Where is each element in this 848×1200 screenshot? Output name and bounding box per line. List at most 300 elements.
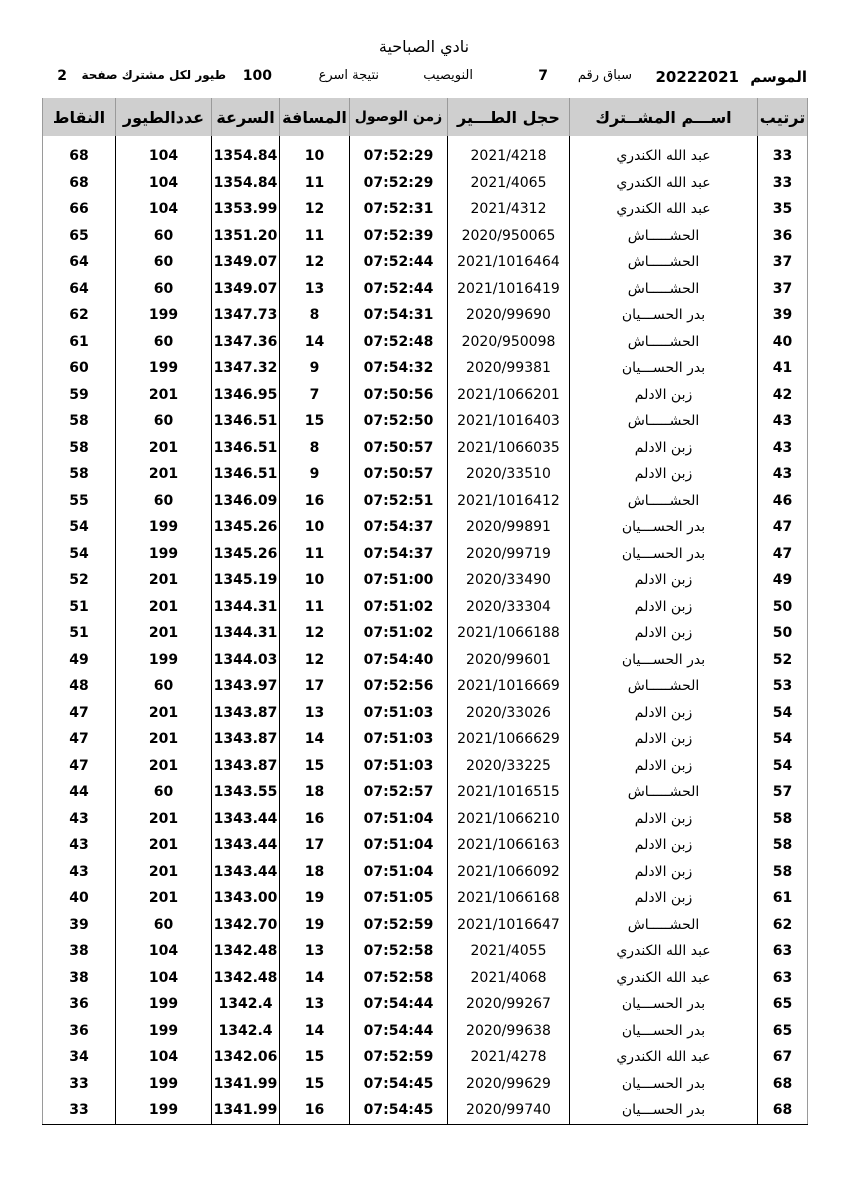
points-cell: 68 bbox=[69, 174, 89, 191]
speed-cell: 1342.4 bbox=[212, 991, 280, 1018]
speed-cell: 1347.36 bbox=[212, 329, 280, 356]
ring-cell: 2021/1066168 bbox=[448, 885, 570, 912]
table-row bbox=[43, 355, 808, 382]
points-cell: 51 bbox=[69, 625, 89, 642]
speed-cell: 1343.44 bbox=[212, 859, 280, 886]
col-points: النقاط bbox=[43, 98, 116, 136]
ring-cell: 2020/99381 bbox=[448, 355, 570, 382]
points-cell: 43 bbox=[69, 810, 89, 827]
speed-cell: 1342.48 bbox=[212, 965, 280, 992]
ring-cell: 2021/4068 bbox=[448, 965, 570, 992]
points-cell: 43 bbox=[69, 863, 89, 880]
ring-cell: 2020/99891 bbox=[448, 514, 570, 541]
ring-cell: 2021/1016464 bbox=[448, 249, 570, 276]
table-row bbox=[43, 541, 808, 568]
count-cell: 201 bbox=[116, 382, 212, 409]
distance-cell: 12 bbox=[280, 647, 350, 674]
distance-cell: 10 bbox=[280, 567, 350, 594]
time-cell: 07:52:51 bbox=[350, 488, 448, 515]
time-cell: 07:52:58 bbox=[350, 965, 448, 992]
table-row bbox=[43, 726, 808, 753]
rank-cell: 35 bbox=[758, 196, 808, 223]
name-cell: بدر الحســـيان bbox=[570, 355, 758, 382]
ring-cell: 2020/99638 bbox=[448, 1018, 570, 1045]
rank-cell: 65 bbox=[758, 991, 808, 1018]
ring-cell: 2021/4218 bbox=[448, 143, 570, 170]
speed-cell: 1349.07 bbox=[212, 276, 280, 303]
distance-cell: 11 bbox=[280, 170, 350, 197]
col-speed: السرعة bbox=[212, 98, 280, 136]
speed-cell: 1345.19 bbox=[212, 567, 280, 594]
count-cell: 199 bbox=[116, 647, 212, 674]
speed-cell: 1343.00 bbox=[212, 885, 280, 912]
distance-cell: 11 bbox=[280, 594, 350, 621]
points-cell: 36 bbox=[69, 1022, 89, 1039]
ring-cell: 2021/1016669 bbox=[448, 673, 570, 700]
rank-cell: 63 bbox=[758, 965, 808, 992]
name-cell: بدر الحســـيان bbox=[570, 991, 758, 1018]
ring-cell: 2021/1016412 bbox=[448, 488, 570, 515]
time-cell: 07:52:31 bbox=[350, 196, 448, 223]
rank-cell: 47 bbox=[758, 541, 808, 568]
club-title: نادي الصباحية bbox=[378, 37, 470, 56]
distance-cell: 16 bbox=[280, 1097, 350, 1124]
table-row bbox=[43, 302, 808, 329]
time-cell: 07:50:56 bbox=[350, 382, 448, 409]
speed-cell: 1342.48 bbox=[212, 938, 280, 965]
table-row bbox=[43, 567, 808, 594]
rank-cell: 42 bbox=[758, 382, 808, 409]
count-cell: 201 bbox=[116, 567, 212, 594]
distance-cell: 7 bbox=[280, 382, 350, 409]
rank-cell: 68 bbox=[758, 1071, 808, 1098]
distance-cell: 14 bbox=[280, 1018, 350, 1045]
distance-cell: 12 bbox=[280, 620, 350, 647]
name-cell: عبد الله الكندري bbox=[570, 170, 758, 197]
ring-cell: 2021/1066629 bbox=[448, 726, 570, 753]
ring-cell: 2020/99719 bbox=[448, 541, 570, 568]
distance-cell: 8 bbox=[280, 302, 350, 329]
points-cell: 55 bbox=[69, 492, 89, 509]
time-cell: 07:52:50 bbox=[350, 408, 448, 435]
points-cell: 49 bbox=[69, 651, 89, 668]
name-cell: الحشـــــاش bbox=[570, 329, 758, 356]
time-cell: 07:51:04 bbox=[350, 806, 448, 833]
count-cell: 199 bbox=[116, 1071, 212, 1098]
name-cell: بدر الحســـيان bbox=[570, 1071, 758, 1098]
table-row bbox=[43, 276, 808, 303]
name-cell: زبن الادلم bbox=[570, 382, 758, 409]
distance-cell: 19 bbox=[280, 912, 350, 939]
col-name: اســـم المشــترك bbox=[570, 98, 758, 136]
time-cell: 07:54:37 bbox=[350, 514, 448, 541]
time-cell: 07:51:04 bbox=[350, 859, 448, 886]
count-cell: 201 bbox=[116, 726, 212, 753]
time-cell: 07:52:39 bbox=[350, 223, 448, 250]
name-cell: زبن الادلم bbox=[570, 700, 758, 727]
points-cell: 66 bbox=[69, 201, 89, 218]
rank-cell: 40 bbox=[758, 329, 808, 356]
speed-cell: 1346.09 bbox=[212, 488, 280, 515]
name-cell: زبن الادلم bbox=[570, 435, 758, 462]
count-cell: 201 bbox=[116, 753, 212, 780]
rank-cell: 37 bbox=[758, 249, 808, 276]
speed-cell: 1343.55 bbox=[212, 779, 280, 806]
rank-cell: 54 bbox=[758, 726, 808, 753]
count-cell: 104 bbox=[116, 196, 212, 223]
points-cell: 54 bbox=[69, 519, 89, 536]
table-row bbox=[43, 700, 808, 727]
count-cell: 60 bbox=[116, 249, 212, 276]
name-cell: بدر الحســـيان bbox=[570, 1097, 758, 1124]
time-cell: 07:52:44 bbox=[350, 249, 448, 276]
distance-cell: 18 bbox=[280, 859, 350, 886]
points-cell: 52 bbox=[69, 572, 89, 589]
table-row bbox=[43, 912, 808, 939]
time-cell: 07:51:05 bbox=[350, 885, 448, 912]
count-cell: 60 bbox=[116, 488, 212, 515]
distance-cell: 12 bbox=[280, 196, 350, 223]
name-cell: زبن الادلم bbox=[570, 594, 758, 621]
speed-cell: 1343.87 bbox=[212, 753, 280, 780]
ring-cell: 2020/33026 bbox=[448, 700, 570, 727]
rank-cell: 54 bbox=[758, 753, 808, 780]
name-cell: عبد الله الكندري bbox=[570, 196, 758, 223]
distance-cell: 15 bbox=[280, 753, 350, 780]
results-body bbox=[43, 136, 808, 1124]
distance-cell: 16 bbox=[280, 806, 350, 833]
distance-cell: 11 bbox=[280, 541, 350, 568]
speed-cell: 1342.06 bbox=[212, 1044, 280, 1071]
points-cell: 44 bbox=[69, 784, 89, 801]
rank-cell: 49 bbox=[758, 567, 808, 594]
points-cell: 59 bbox=[69, 386, 89, 403]
name-cell: بدر الحســـيان bbox=[570, 541, 758, 568]
points-cell: 47 bbox=[69, 757, 89, 774]
table-row bbox=[43, 832, 808, 859]
table-row bbox=[43, 461, 808, 488]
points-cell: 38 bbox=[69, 969, 89, 986]
ring-cell: 2020/99601 bbox=[448, 647, 570, 674]
points-cell: 61 bbox=[69, 333, 89, 350]
rank-cell: 62 bbox=[758, 912, 808, 939]
speed-cell: 1343.87 bbox=[212, 700, 280, 727]
ring-cell: 2021/1066210 bbox=[448, 806, 570, 833]
points-cell: 64 bbox=[69, 280, 89, 297]
time-cell: 07:52:59 bbox=[350, 1044, 448, 1071]
count-cell: 201 bbox=[116, 806, 212, 833]
rank-cell: 43 bbox=[758, 435, 808, 462]
count-cell: 199 bbox=[116, 991, 212, 1018]
points-cell: 60 bbox=[69, 360, 89, 377]
ring-cell: 2020/33490 bbox=[448, 567, 570, 594]
rank-cell: 65 bbox=[758, 1018, 808, 1045]
ring-cell: 2021/4278 bbox=[448, 1044, 570, 1071]
count-cell: 60 bbox=[116, 779, 212, 806]
col-time: زمن الوصول bbox=[350, 98, 448, 136]
col-count: عددالطيور bbox=[116, 98, 212, 136]
count-cell: 201 bbox=[116, 461, 212, 488]
distance-cell: 14 bbox=[280, 965, 350, 992]
rank-cell: 50 bbox=[758, 594, 808, 621]
ring-cell: 2020/33304 bbox=[448, 594, 570, 621]
table-row bbox=[43, 594, 808, 621]
col-distance: المسافة bbox=[280, 98, 350, 136]
points-cell: 43 bbox=[69, 837, 89, 854]
time-cell: 07:52:59 bbox=[350, 912, 448, 939]
ring-cell: 2021/4055 bbox=[448, 938, 570, 965]
count-cell: 199 bbox=[116, 355, 212, 382]
time-cell: 07:50:57 bbox=[350, 461, 448, 488]
table-row bbox=[43, 514, 808, 541]
count-cell: 60 bbox=[116, 276, 212, 303]
speed-cell: 1345.26 bbox=[212, 514, 280, 541]
count-cell: 199 bbox=[116, 302, 212, 329]
speed-cell: 1351.20 bbox=[212, 223, 280, 250]
speed-cell: 1341.99 bbox=[212, 1097, 280, 1124]
distance-cell: 15 bbox=[280, 1044, 350, 1071]
count-cell: 199 bbox=[116, 1018, 212, 1045]
ring-cell: 2020/950065 bbox=[448, 223, 570, 250]
ring-cell: 2021/1066163 bbox=[448, 832, 570, 859]
ring-cell: 2021/4312 bbox=[448, 196, 570, 223]
distance-cell: 13 bbox=[280, 700, 350, 727]
rank-cell: 33 bbox=[758, 143, 808, 170]
speed-cell: 1343.44 bbox=[212, 832, 280, 859]
count-cell: 104 bbox=[116, 938, 212, 965]
table-row bbox=[43, 435, 808, 462]
distance-cell: 9 bbox=[280, 355, 350, 382]
ring-cell: 2021/1066092 bbox=[448, 859, 570, 886]
name-cell: بدر الحســـيان bbox=[570, 647, 758, 674]
name-cell: الحشـــــاش bbox=[570, 223, 758, 250]
count-cell: 199 bbox=[116, 514, 212, 541]
time-cell: 07:52:58 bbox=[350, 938, 448, 965]
rank-cell: 47 bbox=[758, 514, 808, 541]
table-row bbox=[43, 1097, 808, 1124]
speed-cell: 1346.95 bbox=[212, 382, 280, 409]
count-cell: 199 bbox=[116, 1097, 212, 1124]
rank-cell: 57 bbox=[758, 779, 808, 806]
count-cell: 201 bbox=[116, 435, 212, 462]
ring-cell: 2021/1016515 bbox=[448, 779, 570, 806]
table-row bbox=[43, 991, 808, 1018]
distance-cell: 10 bbox=[280, 514, 350, 541]
time-cell: 07:54:40 bbox=[350, 647, 448, 674]
time-cell: 07:51:02 bbox=[350, 594, 448, 621]
time-cell: 07:51:00 bbox=[350, 567, 448, 594]
points-cell: 54 bbox=[69, 545, 89, 562]
race-label: سباق رقم bbox=[577, 68, 632, 83]
time-cell: 07:50:57 bbox=[350, 435, 448, 462]
distance-cell: 13 bbox=[280, 938, 350, 965]
distance-cell: 11 bbox=[280, 223, 350, 250]
name-cell: زبن الادلم bbox=[570, 885, 758, 912]
name-cell: زبن الادلم bbox=[570, 620, 758, 647]
speed-cell: 1344.31 bbox=[212, 620, 280, 647]
name-cell: زبن الادلم bbox=[570, 726, 758, 753]
race-location: النويصيب bbox=[423, 68, 473, 83]
speed-cell: 1342.4 bbox=[212, 1018, 280, 1045]
count-cell: 201 bbox=[116, 859, 212, 886]
rank-cell: 54 bbox=[758, 700, 808, 727]
table-row bbox=[43, 329, 808, 356]
points-cell: 65 bbox=[69, 227, 89, 244]
page-number: 2 bbox=[57, 68, 67, 84]
points-cell: 58 bbox=[69, 439, 89, 456]
speed-cell: 1346.51 bbox=[212, 435, 280, 462]
rank-cell: 58 bbox=[758, 806, 808, 833]
points-cell: 39 bbox=[69, 916, 89, 933]
rank-cell: 58 bbox=[758, 859, 808, 886]
name-cell: بدر الحســـيان bbox=[570, 1018, 758, 1045]
count-cell: 201 bbox=[116, 832, 212, 859]
speed-cell: 1347.73 bbox=[212, 302, 280, 329]
rank-cell: 41 bbox=[758, 355, 808, 382]
count-cell: 104 bbox=[116, 965, 212, 992]
rank-cell: 53 bbox=[758, 673, 808, 700]
ring-cell: 2020/99267 bbox=[448, 991, 570, 1018]
table-row bbox=[43, 938, 808, 965]
rank-cell: 36 bbox=[758, 223, 808, 250]
count-cell: 60 bbox=[116, 223, 212, 250]
count-cell: 201 bbox=[116, 700, 212, 727]
rank-cell: 39 bbox=[758, 302, 808, 329]
points-cell: 36 bbox=[69, 996, 89, 1013]
speed-cell: 1344.03 bbox=[212, 647, 280, 674]
ring-cell: 2021/1016419 bbox=[448, 276, 570, 303]
rank-cell: 68 bbox=[758, 1097, 808, 1124]
time-cell: 07:54:45 bbox=[350, 1071, 448, 1098]
name-cell: الحشـــــاش bbox=[570, 673, 758, 700]
time-cell: 07:52:56 bbox=[350, 673, 448, 700]
name-cell: زبن الادلم bbox=[570, 567, 758, 594]
count-cell: 60 bbox=[116, 408, 212, 435]
points-cell: 48 bbox=[69, 678, 89, 695]
table-row bbox=[43, 1071, 808, 1098]
ring-cell: 2020/33510 bbox=[448, 461, 570, 488]
name-cell: زبن الادلم bbox=[570, 806, 758, 833]
ring-cell: 2021/1066035 bbox=[448, 435, 570, 462]
table-row bbox=[43, 753, 808, 780]
table-row bbox=[43, 196, 808, 223]
time-cell: 07:51:02 bbox=[350, 620, 448, 647]
distance-cell: 13 bbox=[280, 991, 350, 1018]
time-cell: 07:54:31 bbox=[350, 302, 448, 329]
col-rank: ترتيب bbox=[758, 98, 808, 136]
distance-cell: 13 bbox=[280, 276, 350, 303]
table-row bbox=[43, 859, 808, 886]
ring-cell: 2020/99690 bbox=[448, 302, 570, 329]
distance-cell: 8 bbox=[280, 435, 350, 462]
distance-cell: 18 bbox=[280, 779, 350, 806]
time-cell: 07:51:03 bbox=[350, 753, 448, 780]
results-table bbox=[42, 98, 808, 1125]
time-cell: 07:52:44 bbox=[350, 276, 448, 303]
distance-cell: 14 bbox=[280, 329, 350, 356]
name-cell: الحشـــــاش bbox=[570, 276, 758, 303]
count-cell: 201 bbox=[116, 620, 212, 647]
rank-cell: 61 bbox=[758, 885, 808, 912]
time-cell: 07:52:29 bbox=[350, 170, 448, 197]
speed-cell: 1342.70 bbox=[212, 912, 280, 939]
table-row bbox=[43, 170, 808, 197]
name-cell: عبد الله الكندري bbox=[570, 938, 758, 965]
name-cell: زبن الادلم bbox=[570, 461, 758, 488]
distance-cell: 14 bbox=[280, 726, 350, 753]
table-row bbox=[43, 620, 808, 647]
points-cell: 40 bbox=[69, 890, 89, 907]
points-cell: 58 bbox=[69, 413, 89, 430]
table-row bbox=[43, 382, 808, 409]
name-cell: عبد الله الكندري bbox=[570, 143, 758, 170]
speed-cell: 1346.51 bbox=[212, 461, 280, 488]
name-cell: زبن الادلم bbox=[570, 859, 758, 886]
count-cell: 199 bbox=[116, 541, 212, 568]
count-cell: 104 bbox=[116, 170, 212, 197]
points-cell: 58 bbox=[69, 466, 89, 483]
name-cell: الحشـــــاش bbox=[570, 249, 758, 276]
table-row bbox=[43, 779, 808, 806]
ring-cell: 2021/1016403 bbox=[448, 408, 570, 435]
time-cell: 07:52:48 bbox=[350, 329, 448, 356]
table-row bbox=[43, 965, 808, 992]
race-info-line bbox=[42, 68, 807, 90]
table-row bbox=[43, 673, 808, 700]
header-row bbox=[43, 98, 808, 136]
rank-cell: 33 bbox=[758, 170, 808, 197]
distance-cell: 15 bbox=[280, 408, 350, 435]
ring-cell: 2021/1066188 bbox=[448, 620, 570, 647]
rank-cell: 52 bbox=[758, 647, 808, 674]
ring-cell: 2020/950098 bbox=[448, 329, 570, 356]
table-row bbox=[43, 249, 808, 276]
points-cell: 33 bbox=[69, 1102, 89, 1119]
rank-cell: 50 bbox=[758, 620, 808, 647]
distance-cell: 12 bbox=[280, 249, 350, 276]
rank-cell: 67 bbox=[758, 1044, 808, 1071]
table-row bbox=[43, 408, 808, 435]
name-cell: الحشـــــاش bbox=[570, 488, 758, 515]
time-cell: 07:54:44 bbox=[350, 1018, 448, 1045]
count-cell: 60 bbox=[116, 329, 212, 356]
name-cell: الحشـــــاش bbox=[570, 779, 758, 806]
rank-cell: 43 bbox=[758, 461, 808, 488]
ring-cell: 2020/99629 bbox=[448, 1071, 570, 1098]
ring-cell: 2020/33225 bbox=[448, 753, 570, 780]
distance-cell: 19 bbox=[280, 885, 350, 912]
points-cell: 68 bbox=[69, 148, 89, 165]
result-label: نتيجة اسرع bbox=[318, 68, 379, 83]
ring-cell: 2021/1066201 bbox=[448, 382, 570, 409]
ring-cell: 2021/4065 bbox=[448, 170, 570, 197]
count-cell: 60 bbox=[116, 673, 212, 700]
rank-cell: 37 bbox=[758, 276, 808, 303]
table-row bbox=[43, 885, 808, 912]
table-row bbox=[43, 488, 808, 515]
count-cell: 201 bbox=[116, 885, 212, 912]
rank-cell: 63 bbox=[758, 938, 808, 965]
time-cell: 07:54:45 bbox=[350, 1097, 448, 1124]
ring-cell: 2021/1016647 bbox=[448, 912, 570, 939]
time-cell: 07:51:03 bbox=[350, 726, 448, 753]
name-cell: زبن الادلم bbox=[570, 753, 758, 780]
speed-cell: 1347.32 bbox=[212, 355, 280, 382]
points-cell: 62 bbox=[69, 307, 89, 324]
speed-cell: 1346.51 bbox=[212, 408, 280, 435]
race-number: 7 bbox=[538, 68, 548, 84]
count-cell: 201 bbox=[116, 594, 212, 621]
